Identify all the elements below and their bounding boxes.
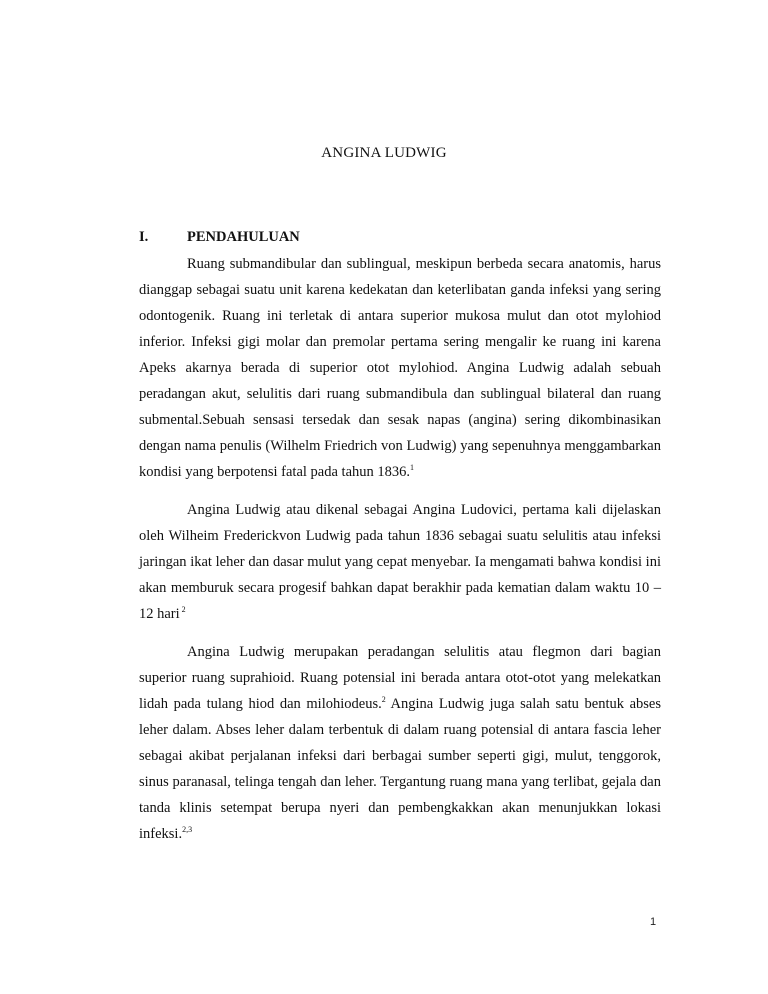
citation-1: 1: [410, 463, 415, 472]
body-text: [139, 251, 661, 859]
paragraph-2-text: Angina Ludwig atau dikenal sebagai Angina Ludovici, pertama kali dijelaskan oleh Wilheim Frederickvon Ludwig pada tahun 1836 sebagai suatu selulitis atau infeksi jaringan ikat leher dan dasar mulut yang cepat menyebar. Ia mengamati bahwa kondisi ini akan memburuk secara progesif bahkan dapat berakhir pada kematian dalam waktu 10 – 12 hari: [139, 502, 661, 622]
paragraph-3: [139, 639, 661, 847]
page-number: 1: [650, 916, 657, 928]
section-number: I.: [139, 229, 149, 245]
citation-3a: 2: [381, 695, 386, 704]
section-heading: [139, 229, 661, 246]
section-title: PENDAHULUAN: [187, 229, 300, 245]
paragraph-3-text-a: Angina Ludwig merupakan peradangan selulitis atau flegmon dari bagian superior ruang suprahioid. Ruang potensial ini berada antara otot-otot yang melekatkan lidah pada tulang hiod dan milohiodeus.: [139, 644, 661, 712]
citation-3b: 2,3: [182, 825, 193, 834]
paragraph-3-text-b: Angina Ludwig juga salah satu bentuk abses leher dalam. Abses leher dalam terbentuk di dalam ruang potensial di antara fascia leher sebagai akibat perjalanan infeksi dari berbagai sumber seperti gigi, mulut, tenggorok, sinus paranasal, telinga tengah dan leher. Tergantung ruang mana yang terlibat, gejala dan tanda klinis setempat berupa nyeri dan pembengkakkan akan menunjukkan lokasi infeksi.: [139, 696, 661, 842]
paragraph-1-text: Ruang submandibular dan sublingual, meskipun berbeda secara anatomis, harus dianggap sebagai suatu unit karena kedekatan dan keterlibatan ganda infeksi yang sering odontogenik. Ruang ini terletak di antara superior mukosa mulut dan otot mylohiod inferior. Infeksi gigi molar dan premolar pertama sering mengalir ke ruang ini karena Apeks akarnya berada di superior otot mylohiod. Angina Ludwig adalah sebuah peradangan akut, selulitis dari ruang submandibula dan sublingual bilateral dan ruang submental.Sebuah sensasi tersedak dan sesak napas (angina) sering dikombinasikan dengan nama penulis (Wilhelm Friedrich von Ludwig) yang sepenuhnya menggambarkan kondisi yang berpotensi fatal pada tahun 1836.: [139, 256, 661, 480]
document-title: ANGINA LUDWIG: [321, 145, 447, 161]
paragraph-1: [139, 251, 661, 485]
citation-2: 2: [179, 605, 186, 614]
paragraph-2: [139, 497, 661, 627]
